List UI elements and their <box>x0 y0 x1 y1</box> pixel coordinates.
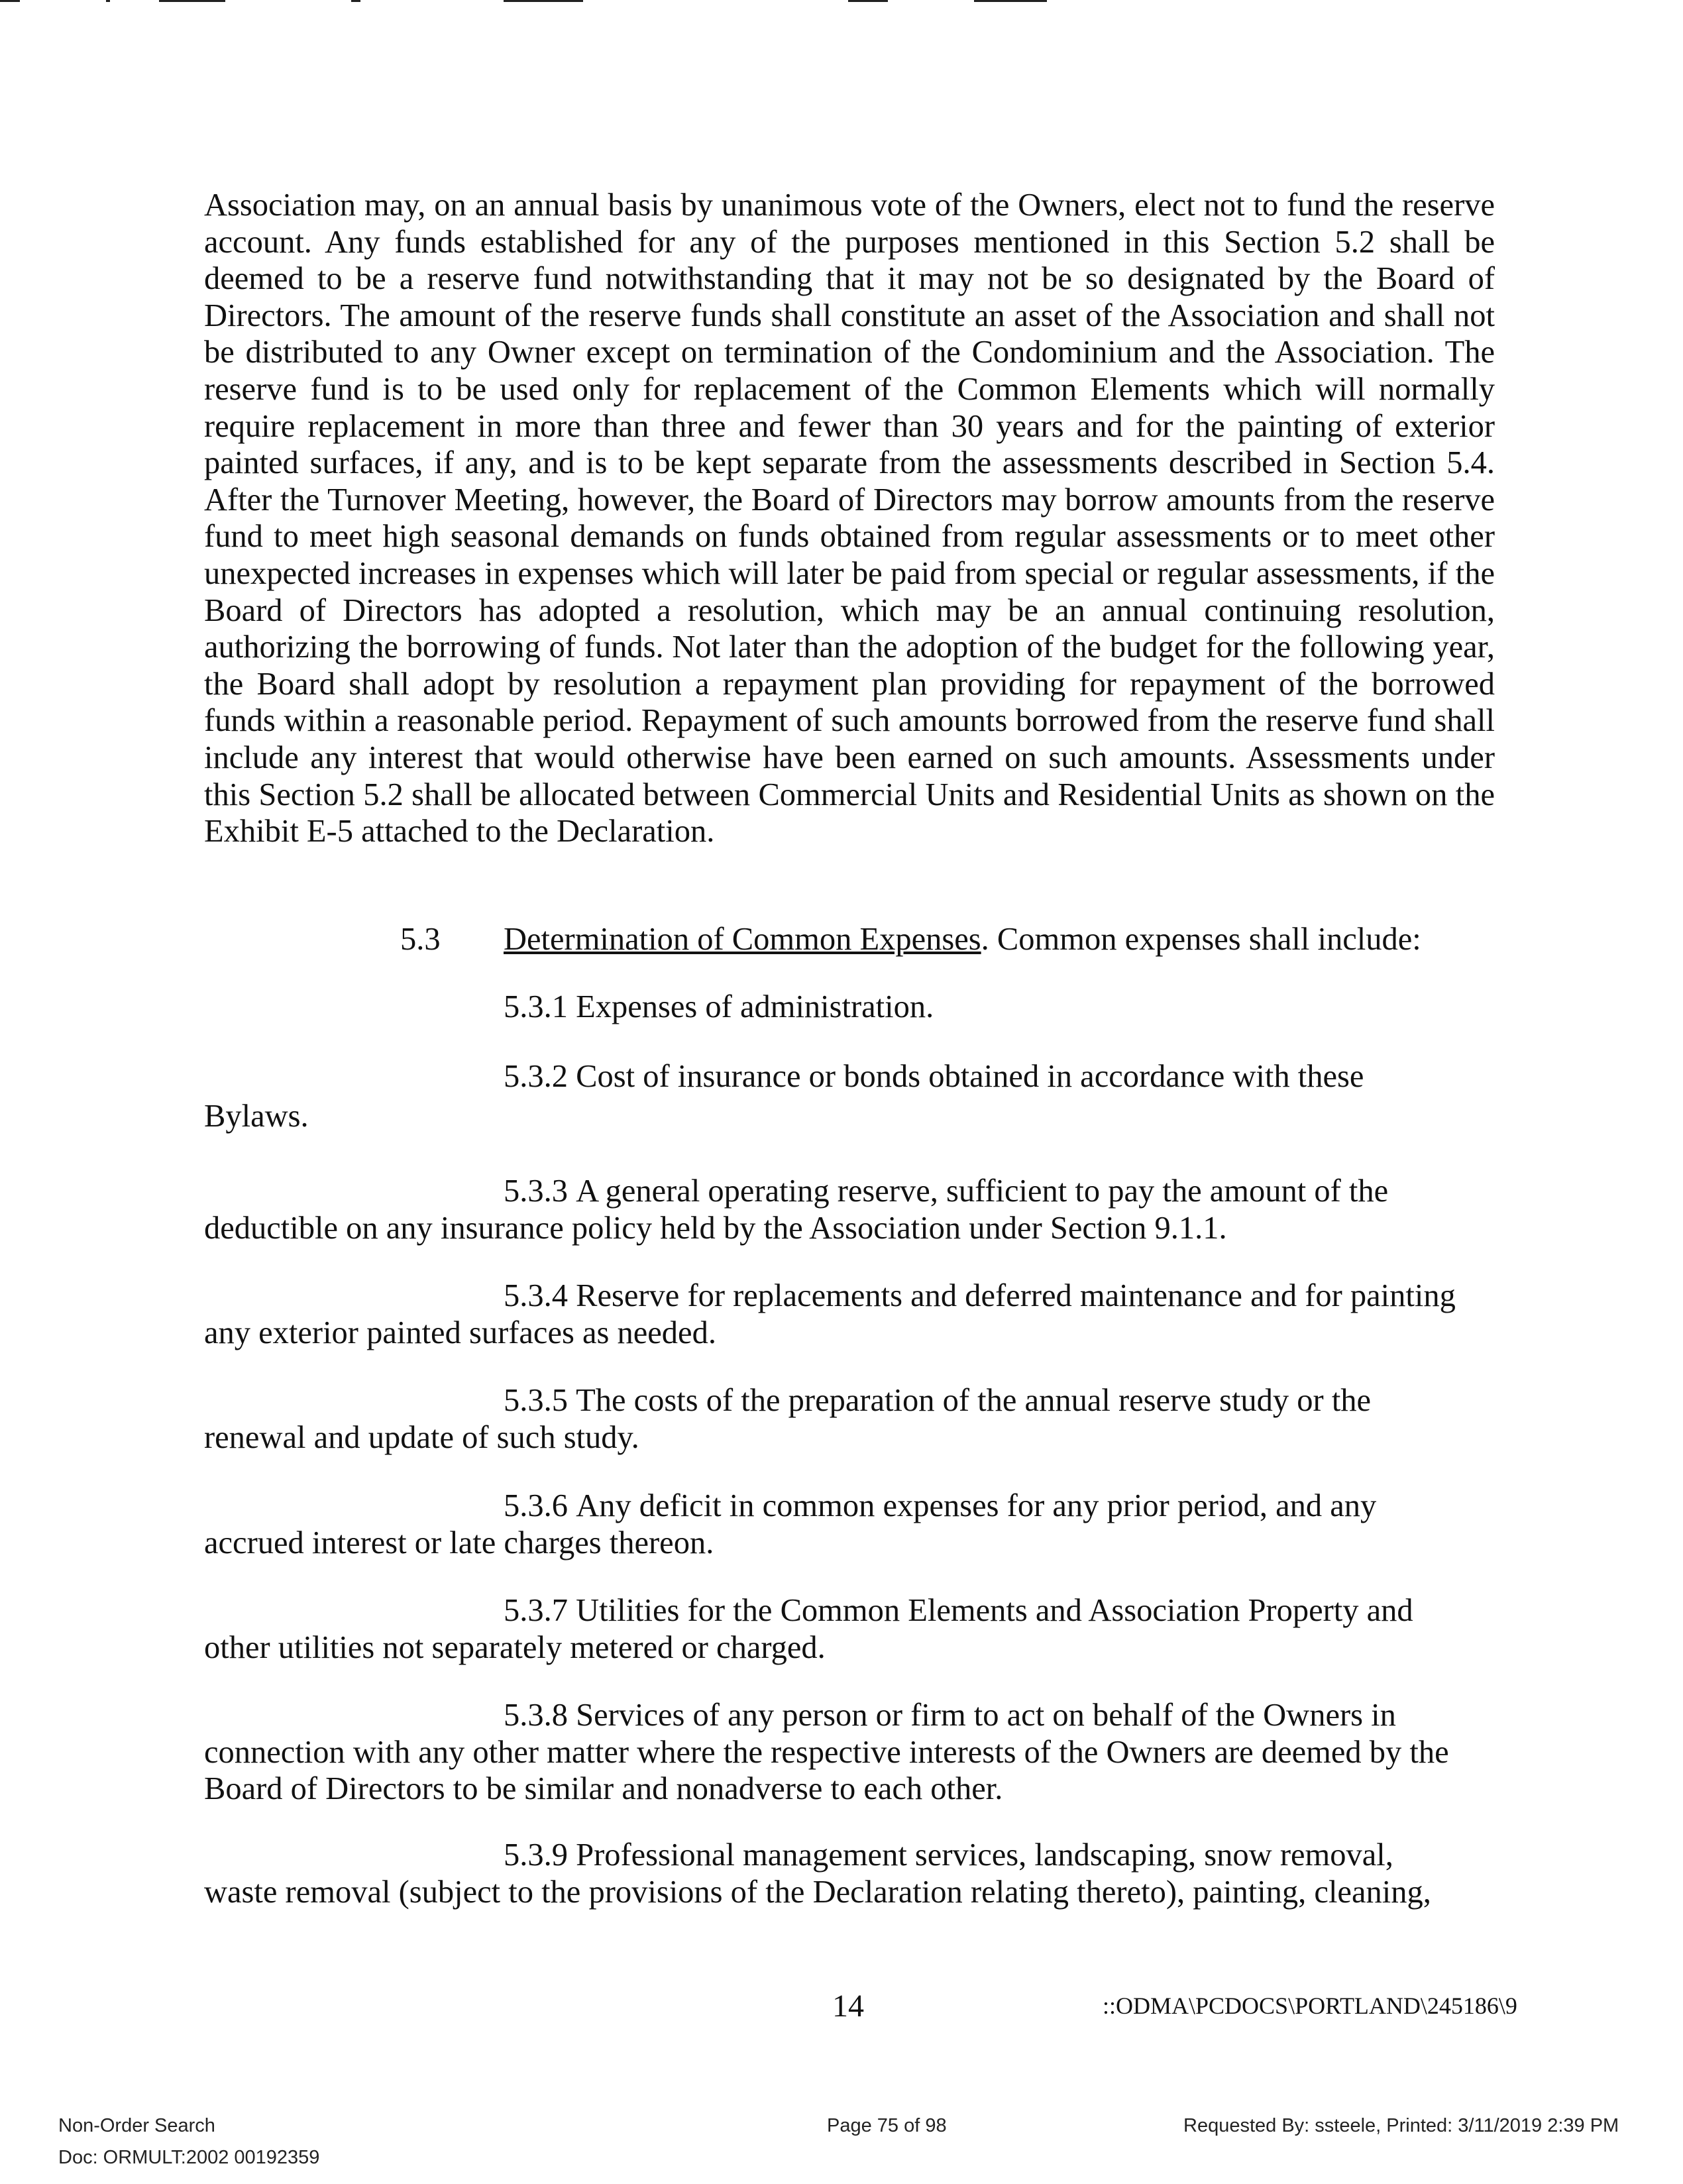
item-continuation: deductible on any insurance policy held by the Association under Section 9.1.1. <box>204 1210 1227 1246</box>
list-item <box>204 1058 1683 1095</box>
item-number: 5.3.2 <box>504 1059 568 1094</box>
item-text: Cost of insurance or bonds obtained in accordance with these <box>576 1059 1364 1094</box>
item-text: Utilities for the Common Elements and Association Property and <box>576 1593 1413 1628</box>
footer-search-type: Non-Order Search <box>58 2115 215 2136</box>
footer-requested-by: Requested By: ssteele, Printed: 3/11/2019 2:39 PM <box>1183 2115 1619 2136</box>
page-number: 14 <box>832 1989 864 2024</box>
list-item <box>204 1173 1495 1246</box>
item-text: Professional management services, landscaping, snow removal, <box>576 1837 1393 1873</box>
item-continuation: waste removal (subject to the provisions of the Declaration relating thereto), painting, cleaning, <box>204 1874 1431 1910</box>
list-item-continuation: Bylaws. <box>204 1099 309 1134</box>
list-item <box>204 989 1683 1026</box>
document-path: ::ODMA\PCDOCS\PORTLAND\245186\9 <box>1103 1993 1517 2019</box>
scan-artifact-marks <box>0 0 1683 5</box>
list-item <box>204 1697 1495 1808</box>
list-item <box>204 1382 1495 1456</box>
item-text: Expenses of administration. <box>576 989 934 1024</box>
section-lead: . Common expenses shall include: <box>981 922 1421 957</box>
item-number: 5.3.9 <box>504 1837 568 1873</box>
footer-doc-id: Doc: ORMULT:2002 00192359 <box>58 2147 320 2168</box>
item-number: 5.3.8 <box>504 1698 568 1733</box>
item-number: 5.3.7 <box>504 1593 568 1628</box>
section-number: 5.3 <box>400 922 441 957</box>
item-number: 5.3.6 <box>504 1488 568 1523</box>
item-text: Any deficit in common expenses for any prior period, and any <box>576 1488 1377 1523</box>
item-number: 5.3.3 <box>504 1174 568 1209</box>
item-text: Services of any person or firm to act on behalf of the Owners in <box>576 1698 1396 1733</box>
item-continuation: connection with any other matter where the respective interests of the Owners are deemed by the Board of Directors to be similar and nonadverse to each other. <box>204 1734 1449 1807</box>
item-text: Reserve for replacements and deferred maintenance and for painting <box>576 1278 1456 1313</box>
item-continuation: accrued interest or late charges thereon. <box>204 1525 714 1560</box>
list-item <box>204 1488 1495 1561</box>
item-text: The costs of the preparation of the annual reserve study or the <box>576 1383 1372 1418</box>
list-item <box>204 1278 1495 1351</box>
document-body <box>204 187 1495 1910</box>
list-item <box>204 1592 1495 1666</box>
item-continuation: other utilities not separately metered or charged. <box>204 1629 826 1665</box>
item-text: A general operating reserve, sufficient to pay the amount of the <box>576 1174 1389 1209</box>
item-number: 5.3.5 <box>504 1383 568 1418</box>
section-title: Determination of Common Expenses <box>504 922 981 957</box>
item-number: 5.3.1 <box>504 989 568 1024</box>
item-number: 5.3.4 <box>504 1278 568 1313</box>
footer-page-count: Page 75 of 98 <box>827 2115 947 2136</box>
item-continuation: any exterior painted surfaces as needed. <box>204 1315 716 1350</box>
item-continuation: renewal and update of such study. <box>204 1419 639 1455</box>
intro-paragraph: Association may, on an annual basis by unanimous vote of the Owners, elect not to fund the reserve account. Any funds established for any of the purposes mentioned in this Section 5.2 shall be deemed to be a reserve fund notwithstanding that it may not be so designated by the Board of Directors. The amount of the reserve funds shall constitute an asset of the Association and shall not be distributed to any Owner except on termination of the Condominium and the Association. The reserve fund is to be used only for replacement of the Common Elements which will normally require replacement in more than three and fewer than 30 years and for the painting of exterior painted surfaces, if any, and is to be kept separate from the assessments described in Section 5.4. After the Turnover Meeting, however, the Board of Directors may borrow amounts from the reserve fund to meet high seasonal demands on funds obtained from regular assessments or to meet other unexpected increases in expenses which will later be paid from special or regular assessments, if the Board of Directors has adopted a resolution, which may be an annual continuing resolution, authorizing the borrowing of funds. Not later than the adoption of the budget for the following year, the Board shall adopt by resolution a repayment plan providing for repayment of the borrowed funds within a reasonable period. Repayment of such amounts borrowed from the reserve fund shall include any interest that would otherwise have been earned on such amounts. Assessments under this Section 5.2 shall be allocated between Commercial Units and Residential Units as shown on the Exhibit E-5 attached to the Declaration. <box>204 188 1495 849</box>
list-item <box>204 1837 1495 1910</box>
